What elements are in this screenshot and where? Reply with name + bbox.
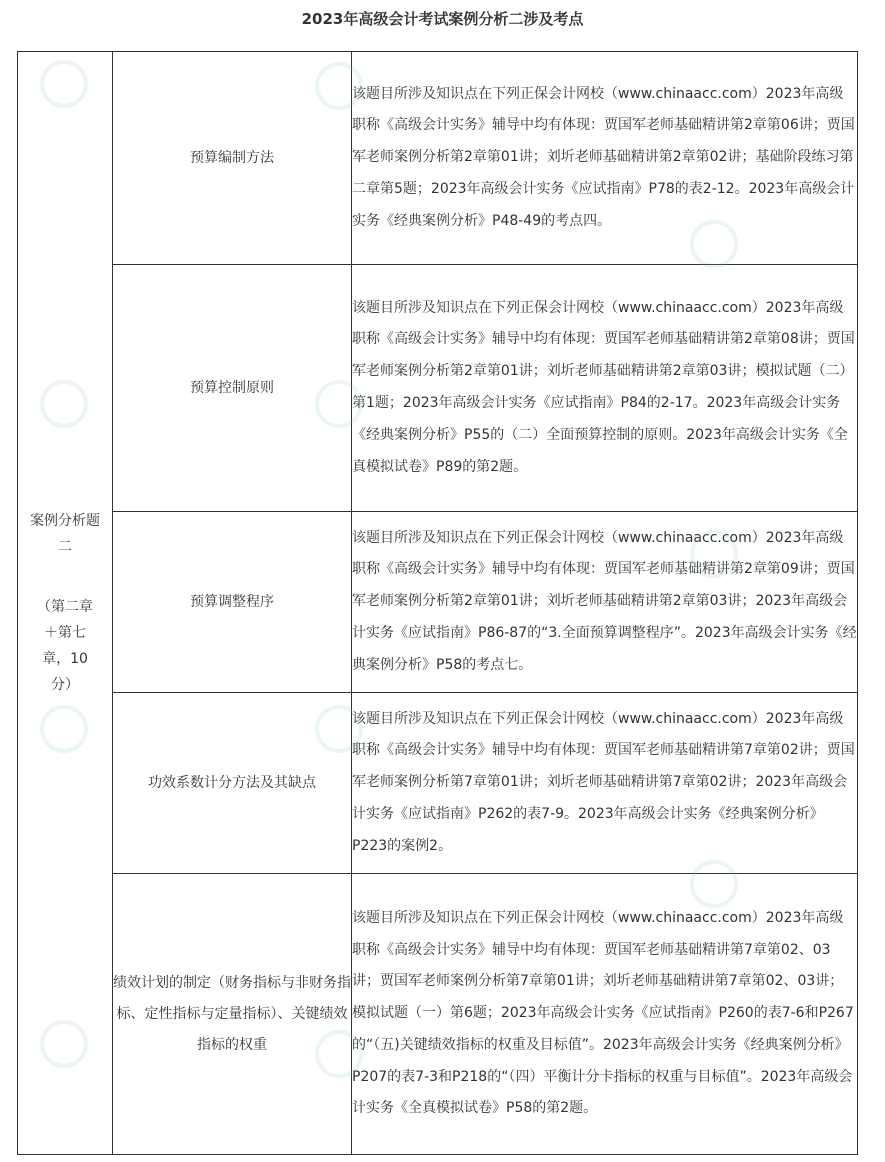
table-row: [18, 52, 858, 265]
category-cell: [18, 52, 113, 1155]
table-row: [18, 512, 858, 693]
description-cell: 该题目所涉及知识点在下列正保会计网校（www.chinaacc.com）2023年高级职称《高级会计实务》辅导中均有体现：贾国军老师基础精讲第2章第06讲；贾国军老师案例分析第2章第01讲；刘圻老师基础精讲第2章第02讲；基础阶段练习第二章第5题；2023年高级会计实务《应试指南》P78的表2-12。2023年高级会计实务《经典案例分析》P48-49的考点四。: [352, 52, 858, 265]
table-row: [18, 874, 858, 1155]
table-row: [18, 693, 858, 874]
description-cell: 该题目所涉及知识点在下列正保会计网校（www.chinaacc.com）2023年高级职称《高级会计实务》辅导中均有体现：贾国军老师基础精讲第2章第08讲；贾国军老师案例分析第2章第01讲；刘圻老师基础精讲第2章第03讲；模拟试题（二）第1题；2023年高级会计实务《应试指南》P84的2-17。2023年高级会计实务《经典案例分析》P55的（二）全面预算控制的原则。2023年高级会计实务《全真模拟试卷》P89的第2题。: [352, 265, 858, 512]
description-cell: 该题目所涉及知识点在下列正保会计网校（www.chinaacc.com）2023年高级职称《高级会计实务》辅导中均有体现：贾国军老师基础精讲第7章第02讲；贾国军老师案例分析第7章第01讲；刘圻老师基础精讲第7章第02讲；2023年高级会计实务《应试指南》P262的表7-9。2023年高级会计实务《经典案例分析》P223的案例2。: [352, 693, 858, 874]
knowledge-point-table: [17, 51, 858, 1155]
category-scope: （第二章＋第七章，10分）: [37, 599, 93, 693]
description-cell: 该题目所涉及知识点在下列正保会计网校（www.chinaacc.com）2023年高级职称《高级会计实务》辅导中均有体现：贾国军老师基础精讲第2章第09讲；贾国军老师案例分析第2章第01讲；刘圻老师基础精讲第2章第03讲；2023年高级会计实务《应试指南》P86-87的“3.全面预算调整程序”。2023年高级会计实务《经典案例分析》P58的考点七。: [352, 512, 858, 693]
topic-cell: 预算编制方法: [113, 52, 352, 265]
category-name: 案例分析题二: [30, 513, 100, 555]
topic-cell: 功效系数计分方法及其缺点: [113, 693, 352, 874]
topic-cell: 绩效计划的制定（财务指标与非财务指标、定性指标与定量指标）、关键绩效指标的权重: [113, 874, 352, 1155]
topic-cell: 预算调整程序: [113, 512, 352, 693]
topic-cell: 预算控制原则: [113, 265, 352, 512]
description-cell: 该题目所涉及知识点在下列正保会计网校（www.chinaacc.com）2023年高级职称《高级会计实务》辅导中均有体现：贾国军老师基础精讲第7章第02、03讲；贾国军老师案例分析第7章第01讲；刘圻老师基础精讲第7章第02、03讲；模拟试题（一）第6题；2023年高级会计实务《应试指南》P260的表7-6和P267的“（五)关键绩效指标的权重及目标值”。2023年高级会计实务《经典案例分析》P207的表7-3和P218的“（四）平衡计分卡指标的权重与目标值”。2023年高级会计实务《全真模拟试卷》P58的第2题。: [352, 874, 858, 1155]
table-row: [18, 265, 858, 512]
page-title: 2023年高级会计考试案例分析二涉及考点: [301, 10, 584, 28]
